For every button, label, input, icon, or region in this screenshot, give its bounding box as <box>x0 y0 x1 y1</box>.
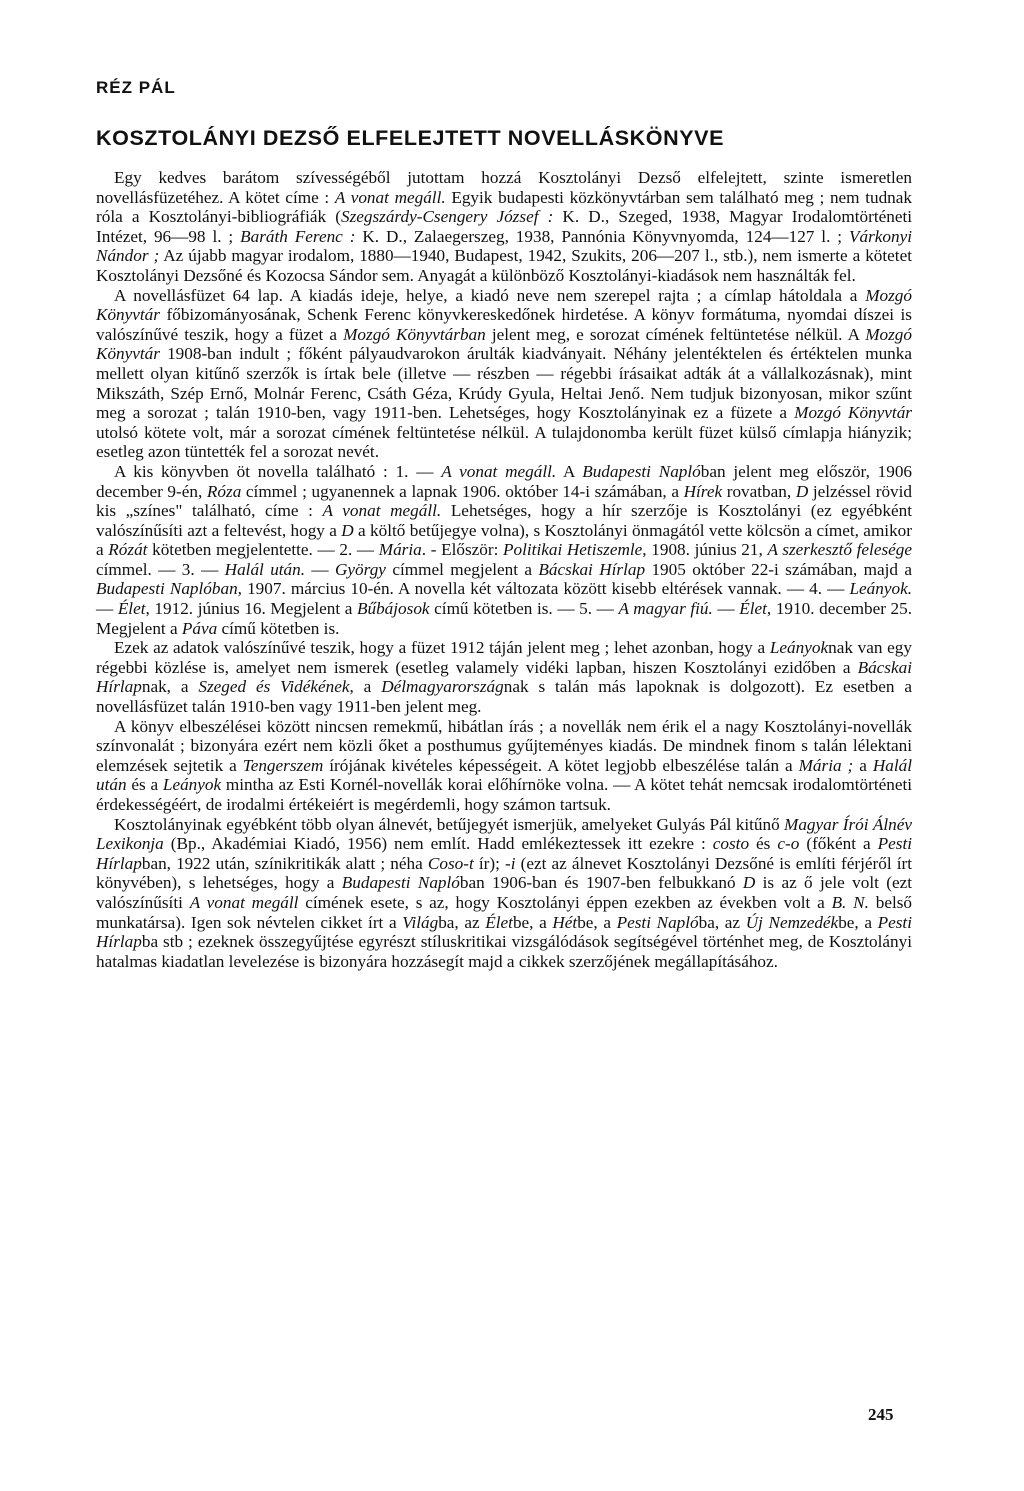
text-run: utolsó kötete volt, már a sorozat címének feltüntetése nélkül. A tulajdonomba került füzet külső címlapja hiányzik; esetleg azon tüntették fel a sorozat nevét. <box>96 422 912 462</box>
text-run: be, a <box>577 912 617 932</box>
text-run: címmel ; ugyanennek a lapnak 1906. október 14-i számában, a <box>241 481 684 501</box>
italic-run: A vonat megáll. <box>441 461 557 481</box>
italic-run: Élet <box>485 912 513 932</box>
text-run: be, a <box>838 912 878 932</box>
italic-run: Leányok. <box>849 579 912 599</box>
text-run: ban 1906-ban és 1907-ben felbukkanó <box>459 873 743 893</box>
text-run: címének esete, s az, hogy Kosztolányi éppen ezekben az években volt a <box>298 892 832 912</box>
italic-run: Coso-t <box>427 853 474 873</box>
text-run: és <box>749 834 778 854</box>
text-run: 1908-ban indult ; főként pályaudvarokon árulták kiadványait. Néhány jelentéktelen és értéktelen munka mellett olyan kitűnő szerzők is írtak bele (illetve — részben — régebbi írásaikat adták át a vállalkozásnak), mint Mikszáth, Szép Ernő, Molnár Ferenc, Csáth Géza, Krúdy Gyula, Heltai Jenő. Nem tudjuk bizonyosan, mikor szűnt meg a sorozat ; talán 1910-ben, vagy 1911-ben. Lehetséges, hogy Kosztolányinak ez a füzete a <box>96 344 912 423</box>
italic-run: Rózát <box>108 540 148 560</box>
text-run: is az ő jele volt (ezt valószínűsíti <box>96 873 912 912</box>
italic-run: Hét <box>552 912 578 932</box>
text-run: belső munkatársa). Igen sok névtelen cikket írt a <box>96 892 912 932</box>
text-run: (Bp., Akadémiai Kiadó, 1956) nem említ. Hadd emlékeztessek itt ezekre : <box>163 834 713 854</box>
italic-run: A vonat megáll. <box>334 187 446 207</box>
italic-run: Pesti Napló <box>616 912 699 932</box>
italic-run: Politikai Hetiszemle, <box>503 540 647 560</box>
italic-run: Budapesti Naplóban <box>96 579 238 599</box>
paragraph <box>96 286 912 462</box>
italic-run: Leányok <box>769 638 829 658</box>
text-run: , 1907. március 10-én. A novella két változata között kisebb eltérések vannak. — 4. — <box>237 579 850 599</box>
text-run: kötetben megjelentette. — 2. — <box>147 540 379 560</box>
text-run: — <box>305 559 336 579</box>
text-run: nak s talán más lapoknak is dolgozott). Ez esetben a novellásfüzet talán 1910-ben vagy 1911-ben jelent meg. <box>96 677 912 717</box>
italic-run: Szegszárdy-Csengery József : <box>340 207 554 227</box>
text-run: , 1910. december 25. Megjelent a <box>96 599 913 638</box>
text-run: ba stb ; ezeknek összegyűjtése egyrészt stíluskritikai vizsgálódások segítségével történhet meg, de Kosztolányi hatalmas kiadatlan levelezése is bizonyára hozzásegít majd a cikkek szerzőjének megállapításához. <box>96 932 912 971</box>
text-run: 1908. június 21, <box>646 540 768 560</box>
text-run: Lehetséges, hogy a hír szerzője is Kosztolányi (ez egyébként valószínűsíti azt a feltevést, hogy a <box>96 501 912 540</box>
italic-run: Baráth Ferenc : <box>240 226 356 246</box>
paragraph <box>96 168 912 286</box>
italic-run: Mozgó Könyvtár <box>96 285 912 325</box>
italic-run: B. N. <box>831 892 869 912</box>
text-run: és a <box>126 775 163 795</box>
text-run: ban, 1922 után, színikritikák alatt ; néha <box>141 853 428 873</box>
italic-run: Magyar Írói Álnév Lexikonja <box>96 814 912 854</box>
italic-run: A magyar fiú. <box>618 599 713 619</box>
text-run: Ezek az adatok valószínűvé teszik, hogy a füzet 1912 táján jelent meg ; lehet azonban, hogy a <box>114 638 770 658</box>
text-run: című kötetben is. <box>217 618 340 638</box>
article-title: KOSZTOLÁNYI DEZSŐ ELFELEJTETT NOVELLÁSKÖNYVE <box>96 126 725 150</box>
paragraph <box>96 462 912 638</box>
italic-run: Bácskai Hírlap <box>96 657 912 697</box>
italic-run: Róza <box>206 481 242 501</box>
italic-run: Mária <box>378 540 422 560</box>
italic-run: Új Nemzedék <box>745 912 839 932</box>
text-run: ba, az <box>698 912 746 932</box>
italic-run: Halál után <box>96 755 912 795</box>
text-run: ban jelent meg először, 1906 december 9-én, <box>96 461 913 501</box>
italic-run: D <box>742 873 756 893</box>
text-run: nak van egy régebbi közlése is, amelyet nem ismerek (esetleg valamely vidéki lapban, hiszen Kosztolányi ezidőben a <box>96 638 912 677</box>
paragraph <box>96 638 912 716</box>
text-run: mintha az Esti Kornél-novellák korai előhírnöke volna. — A kötet tehát nemcsak irodalomtörténeti érdekességéért, de irodalmi értékeiért is megérdemli, hogy számon tartsuk. <box>96 775 912 814</box>
italic-run: Tengerszem <box>242 755 324 775</box>
italic-run: Budapesti Napló <box>582 461 701 481</box>
italic-run: Bűbájosok <box>356 599 430 619</box>
text-run: K. D., Szeged, 1938, Magyar Irodalomtörténeti Intézet, 96—98 l. ; <box>96 207 912 246</box>
text-run: (ezt az álnevet Kosztolányi Dezsőné is említi férjéről írt könyvében), s lehetséges, hogy a <box>96 853 913 893</box>
text-run: ba, az <box>438 912 486 932</box>
italic-run: Páva <box>181 618 218 638</box>
italic-run: György <box>335 559 386 579</box>
italic-run: Délmagyarország <box>381 677 504 697</box>
italic-run: A vonat megáll. <box>322 501 442 521</box>
text-run: 1905 október 22-i számában, majd a <box>645 559 912 579</box>
page-number: 245 <box>868 1405 894 1424</box>
text-run: . - Először: <box>421 540 504 560</box>
text-run: K. D., Zalaegerszeg, 1938, Pannónia Könyvnyomda, 124—127 l. ; <box>355 226 849 246</box>
italic-run: Mária ; <box>798 755 854 775</box>
text-run: , a <box>349 677 382 697</box>
italic-run: Világ <box>402 912 439 932</box>
text-run: be, a <box>512 912 553 932</box>
text-run: — <box>96 599 118 619</box>
text-run: , 1912. június 16. Megjelent a <box>145 599 357 619</box>
italic-run: Leányok <box>162 775 222 795</box>
italic-run: Budapesti Napló <box>341 873 460 893</box>
article-body <box>96 168 912 971</box>
text-run: a <box>853 755 873 775</box>
author-name: RÉZ PÁL <box>96 78 176 97</box>
italic-run: Halál után. <box>224 559 306 579</box>
italic-run: Élet <box>739 599 767 619</box>
italic-run: Várkonyi Nándor ; <box>96 226 912 266</box>
text-run: főbizományosának, Schenk Ferenc könyvkereskedőnek hirdetése. A könyv formátuma, nyomdai díszei is valószínűvé teszik, hogy a füzet a <box>96 305 912 344</box>
italic-run: A vonat megáll <box>189 892 299 912</box>
text-run: A <box>556 461 583 481</box>
text-run: A kis könyvben öt novella található : 1. — <box>114 461 442 481</box>
text-run: Egy kedves barátom szívességéből jutottam hozzá Kosztolányi Dezső elfelejtett, szinte ismeretlen novellásfüzetéhez. A kötet címe : <box>96 168 912 207</box>
italic-run: costo <box>712 834 750 854</box>
text-run: jelzéssel rövid kis „színes" található, címe : <box>96 481 912 521</box>
text-run: Egyik budapesti közkönyvtárban sem található meg ; nem tudnak róla a Kosztolányi-bibliográfiák ( <box>96 187 912 227</box>
text-run: ír); <box>473 853 506 873</box>
text-run: A könyv elbeszélései között nincsen remekmű, hibátlan írás ; a novellák nem érik el a nagy Kosztolányi-novellák színvonalát ; bizonyára ezért nem közli őket a posthumus gyűjteményes kiadás. De mindnek finom s talán lélektani elemzések sejtetik a <box>96 716 912 775</box>
italic-run: Bácskai Hírlap <box>538 559 646 579</box>
italic-run: Mozgó Könyvtár <box>794 403 912 423</box>
italic-run: D <box>341 520 354 540</box>
paragraph <box>96 815 912 972</box>
text-run: címmel. — 3. — <box>96 559 225 579</box>
italic-run: -i <box>505 853 516 873</box>
text-run: — <box>712 599 740 619</box>
text-run: (főként a <box>799 834 878 854</box>
text-run: címmel megjelent a <box>385 559 539 579</box>
italic-run: D <box>795 481 809 501</box>
italic-run: Élet <box>117 599 146 619</box>
text-run: jelent meg, e sorozat címének feltüntetése nélkül. A <box>485 324 866 344</box>
text-run: című kötetben is. — 5. — <box>429 599 619 619</box>
italic-run: Hírek <box>683 481 723 501</box>
italic-run: Szeged és Vidékének <box>198 677 350 697</box>
text-run: a költő betűjegye volna), s Kosztolányi önmagától vette kölcsön a címet, amikor a <box>96 520 912 560</box>
italic-run: Mozgó Könyvtár <box>96 324 912 364</box>
italic-run: c-o <box>777 834 800 854</box>
italic-run: Mozgó Könyvtárban <box>343 324 486 344</box>
text-run: Az újabb magyar irodalom, 1880—1940, Budapest, 1942, Szukits, 206—207 l., stb.), nem ismerte a kötetet Kosztolányi Dezsőné és Kozocsa Sándor sem. Anyagát a különböző Kosztolányi-kiadások nem használták fel. <box>96 246 912 285</box>
text-run: rovatban, <box>722 481 796 501</box>
italic-run: Pesti Hírlap <box>96 834 913 873</box>
text-run: írójának kivételes képességeit. A kötet legjobb elbeszélése talán a <box>323 755 799 775</box>
text-run: nak, a <box>141 677 199 697</box>
text-run: A novellásfüzet 64 lap. A kiadás ideje, helye, a kiadó neve nem szerepel rajta ; a címlap hátoldala a <box>114 285 866 305</box>
italic-run: Pesti Hírlap <box>96 912 912 952</box>
text-run: Kosztolányinak egyébként több olyan álnevét, betűjegyét ismerjük, amelyeket Gulyás Pál kitűnő <box>114 814 785 834</box>
italic-run: A szerkesztő felesége <box>767 540 912 560</box>
paragraph <box>96 717 912 815</box>
